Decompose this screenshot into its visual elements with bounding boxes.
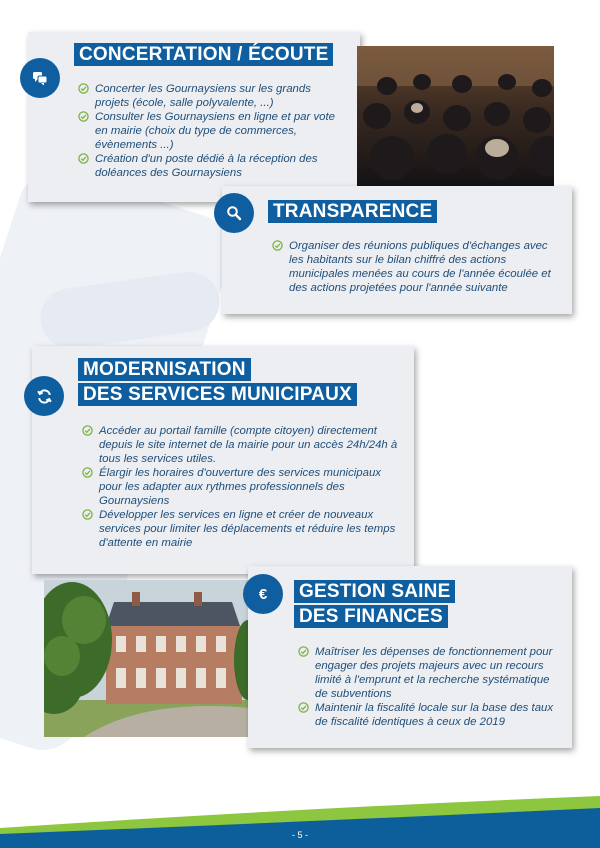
list-item <box>82 508 400 550</box>
list-item-text: Concerter les Gournaysiens sur les grands projets (école, salle polyvalente, ...) <box>95 83 311 109</box>
list-item-text: Développer les services en ligne et créer de nouveaux services pour limiter les déplacements et réduire les temps d'attente en mairie <box>99 509 396 549</box>
list-item <box>78 152 348 180</box>
concertation-list <box>78 82 348 180</box>
list-item <box>78 110 348 152</box>
list-item-text: Élargir les horaires d'ouverture des services municipaux pour les adapter aux rythmes professionnels des Gournaysiens <box>99 467 382 507</box>
list-item <box>298 645 560 701</box>
list-item <box>82 466 400 508</box>
check-circle-icon <box>78 83 89 94</box>
modernisation-list <box>82 424 400 550</box>
audience-photo <box>357 46 554 186</box>
list-item-text: Accéder au portail famille (compte citoyen) directement depuis le site internet de la mairie pour un accès 24h/24h à tous les services utiles. <box>99 425 398 465</box>
check-circle-icon <box>298 646 309 657</box>
check-circle-icon <box>78 111 89 122</box>
check-circle-icon <box>82 425 93 436</box>
list-item <box>82 424 400 466</box>
check-circle-icon <box>78 153 89 164</box>
chat-bubbles-icon <box>20 58 60 98</box>
page-number: - 5 - <box>291 830 308 840</box>
list-item-text: Organiser des réunions publiques d'échanges avec les habitants sur le bilan chiffré des actions municipales menées au cours de l'année écoulée et des actions projetées pour l'année suivante <box>289 240 551 294</box>
section-title-gestion-line2: DES FINANCES <box>294 605 448 628</box>
euro-icon: € <box>243 574 283 614</box>
list-item-text: Création d'un poste dédié à la réception des doléances des Gournaysiens <box>95 153 318 179</box>
section-title-modernisation-line2: DES SERVICES MUNICIPAUX <box>78 383 357 406</box>
list-item-text: Maintenir la fiscalité locale sur la base des taux de fiscalité identiques à ceux de 2019 <box>315 702 554 728</box>
section-title-modernisation-line1: MODERNISATION <box>78 358 251 381</box>
list-item <box>298 701 560 729</box>
list-item <box>78 82 348 110</box>
list-item-text: Maîtriser les dépenses de fonctionnement pour engager des projets majeurs avec un recours limité à l'emprunt et la recherche systématique de subventions <box>315 646 553 700</box>
check-circle-icon <box>82 509 93 520</box>
check-circle-icon <box>272 240 283 251</box>
gestion-list <box>298 645 560 729</box>
town-hall-photo <box>44 580 250 737</box>
refresh-icon <box>24 376 64 416</box>
search-icon <box>214 193 254 233</box>
section-title-gestion-line1: GESTION SAINE <box>294 580 455 603</box>
section-title-concertation: CONCERTATION / ÉCOUTE <box>74 43 333 66</box>
section-title-transparence: TRANSPARENCE <box>268 200 437 223</box>
check-circle-icon <box>298 702 309 713</box>
check-circle-icon <box>82 467 93 478</box>
list-item-text: Consulter les Gournaysiens en ligne et par vote en mairie (choix du type de commerces, évènements ...) <box>95 111 335 151</box>
list-item <box>272 239 552 295</box>
transparence-list <box>272 239 552 295</box>
